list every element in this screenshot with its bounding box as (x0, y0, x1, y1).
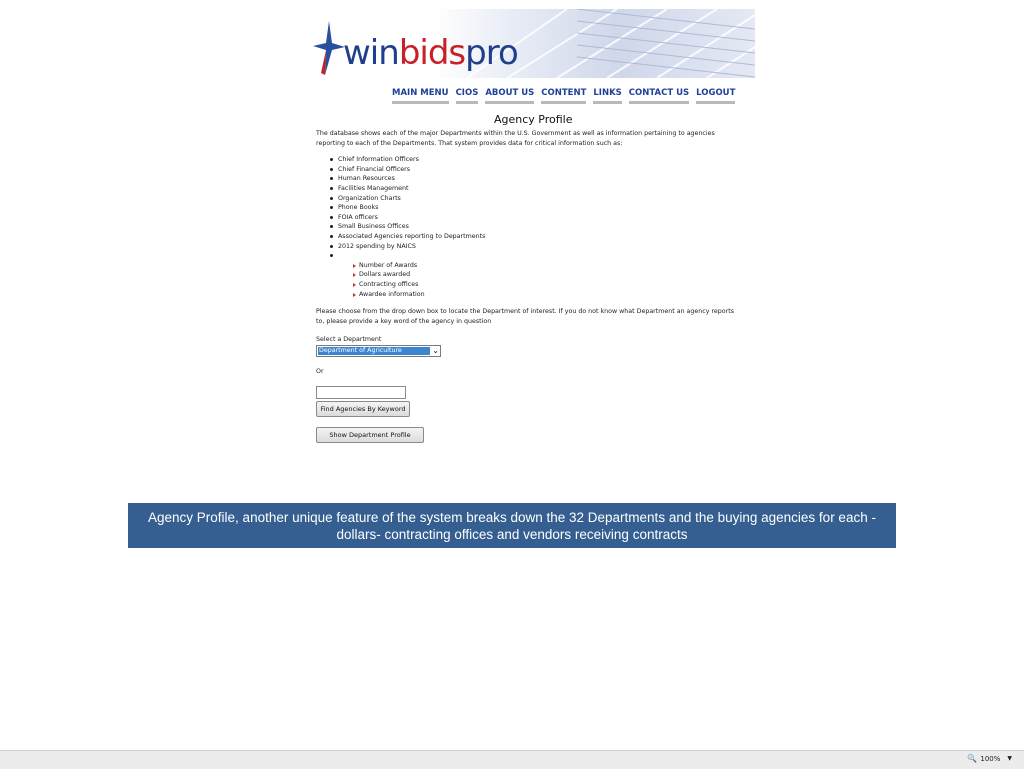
logo-text-pro: pro (465, 33, 518, 73)
magnifier-icon: 🔍 (967, 754, 978, 763)
list-item: Small Business Offices (338, 222, 736, 232)
slide-caption (128, 503, 896, 548)
sub-list-item: Dollars awarded (359, 270, 736, 280)
zoom-level: 100% (980, 754, 1001, 763)
list-item (338, 251, 736, 261)
list-item: Chief Information Officers (338, 155, 736, 165)
list-item: Phone Books (338, 203, 736, 213)
list-item: Facilities Management (338, 184, 736, 194)
nav-about-us[interactable]: ABOUT US (485, 88, 534, 104)
list-item: Organization Charts (338, 194, 736, 204)
logo-text-win: win (343, 33, 399, 73)
logo-star-icon (311, 17, 347, 77)
department-select-value: Department of Agriculture (318, 347, 430, 355)
feature-list (316, 155, 736, 261)
nav-links[interactable]: LINKS (593, 88, 621, 104)
list-item: Chief Financial Officers (338, 165, 736, 175)
page-title: Agency Profile (494, 113, 573, 126)
spending-sub-list (316, 261, 736, 299)
show-department-profile-button[interactable]: Show Department Profile (316, 427, 424, 443)
zoom-control[interactable] (967, 754, 1012, 763)
intro-text: The database shows each of the major Departments within the U.S. Government as well as information pertaining to agencies reporting to each of the Departments. That system provides data for critical information such as: (316, 130, 715, 147)
nav-logout[interactable]: LOGOUT (696, 88, 735, 104)
list-item: 2012 spending by NAICS (338, 242, 736, 252)
logo-text-bids: bids (398, 33, 466, 73)
list-item: FOIA officers (338, 213, 736, 223)
sub-list-item: Number of Awards (359, 261, 736, 271)
list-item: Associated Agencies reporting to Departments (338, 232, 736, 242)
content-area (316, 129, 736, 299)
department-select[interactable] (316, 345, 441, 357)
nav-contact-us[interactable]: CONTACT US (629, 88, 689, 104)
find-agencies-button[interactable]: Find Agencies By Keyword (316, 401, 410, 417)
dropdown-arrow-icon[interactable]: ▼ (1007, 755, 1012, 762)
header-banner (307, 9, 755, 78)
nav-cios[interactable]: CIOS (456, 88, 479, 104)
sub-list-item: Awardee information (359, 290, 736, 300)
nav-main-menu[interactable]: MAIN MENU (392, 88, 449, 104)
caption-text: Agency Profile, another unique feature of the system breaks down the 32 Departments and the buying agencies for each - dollars- contracting offices and vendors receiving contracts (148, 509, 876, 542)
nav-content[interactable]: CONTENT (541, 88, 586, 104)
keyword-input[interactable] (316, 386, 406, 399)
status-bar (0, 750, 1024, 769)
logo-wordmark[interactable] (343, 33, 518, 73)
chevron-down-icon[interactable]: ⌄ (432, 346, 439, 355)
instruction-text: Please choose from the drop down box to locate the Department of interest. If you do not know what Department an agency reports to, please provide a key word of the agency in question (316, 308, 734, 325)
list-item: Human Resources (338, 174, 736, 184)
main-nav (392, 88, 735, 104)
select-department-label: Select a Department (316, 336, 382, 343)
sub-list-item: Contracting offices (359, 280, 736, 290)
or-label: Or (316, 368, 324, 375)
